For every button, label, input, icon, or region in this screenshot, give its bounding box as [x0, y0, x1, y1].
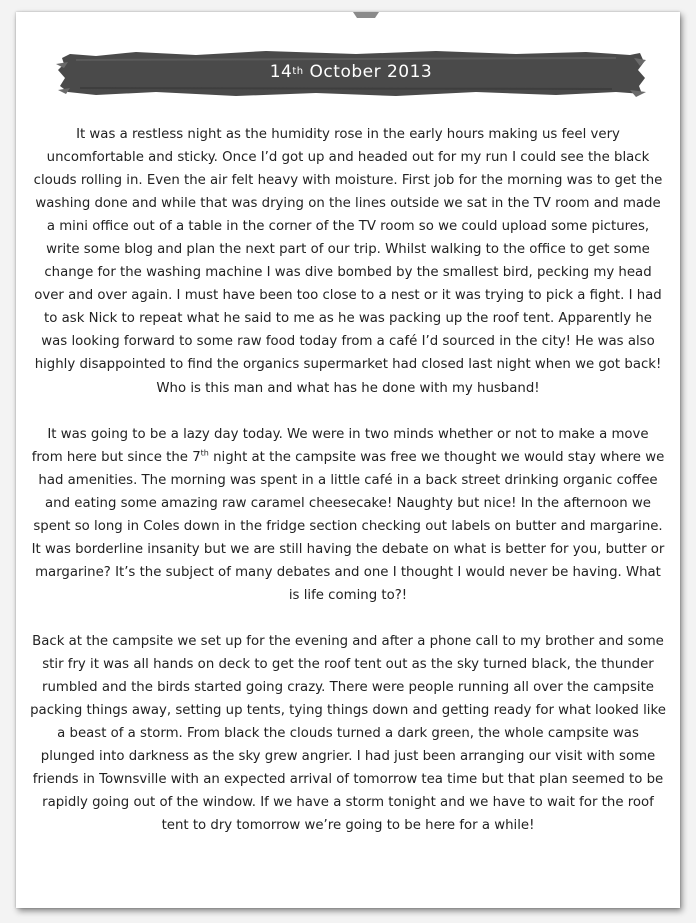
entry-paragraph-1: It was a restless night as the humidity rose in the early hours making us feel very uncomfortable and sticky. Once I’d got up and headed out for my run I could see the black clouds rolling in. Even the air felt heavy with moisture. First job for the morning was to get the washing done and while that was drying on the lines outside we sat in the TV room and made a mini office out of a table in the corner of the TV room so we could upload some pictures, write some blog and plan the next part of our trip. Whilst walking to the office to get some change for the washing machine I was dive bombed by the smallest bird, pecking my head over and over again. I must have been too close to a nest or it was trying to pick a fight. I had to ask Nick to repeat what he said to me as he was packing up the roof tent. Apparently he was looking forward to some raw food today from a café I’d sourced in the city! He was also highly disappointed to find the organics supermarket had closed last night when we got back! Who is this man and what has he done with my husband!	[33, 127, 663, 396]
date-banner	[56, 42, 646, 102]
paragraph-2-before: It was going to be a lazy day today. We were in two minds whether or not to make a move from here but since the 7	[31, 426, 649, 465]
binder-clip-mark	[351, 12, 381, 20]
entry-body	[30, 123, 666, 860]
entry-paragraph-2	[30, 423, 666, 607]
date-day: 14	[269, 62, 293, 82]
paragraph-2-superscript: th	[200, 448, 209, 458]
journal-page	[16, 12, 680, 908]
date-month-year: October 2013	[309, 62, 433, 82]
entry-date-title: 14 th October 2013	[269, 62, 433, 82]
entry-paragraph-3: Back at the campsite we set up for the evening and after a phone call to my brother and some stir fry it was all hands on deck to get the roof tent out as the sky turned black, the thunder rumbled and the birds started going crazy. There were people running all over the campsite packing things away, setting up tents, tying things down and getting ready for what looked like a beast of a storm. From black the clouds turned a dark green, the whole campsite was plunged into darkness as the sky grew angrier. I had just been arranging our visit with some friends in Townsville with an expected arrival of tomorrow tea time but that plan seemed to be rapidly going out of the window. If we have a storm tonight and we have to wait for the roof tent to dry tomorrow we’re going to be here for a while!	[30, 633, 666, 834]
paragraph-2-after: night at the campsite was free we thought we would stay where we had amenities. The morning was spent in a little café in a back street drinking organic coffee and eating some amazing raw caramel cheesecake! Naughty but nice! In the afternoon we spent so long in Coles down in the fridge section checking out labels on butter and margarine. It was borderline insanity but we are still having the debate on what is better for you, butter or margarine? It’s the subject of many debates and one I thought I would never be having. What is life coming to?!	[31, 449, 665, 603]
